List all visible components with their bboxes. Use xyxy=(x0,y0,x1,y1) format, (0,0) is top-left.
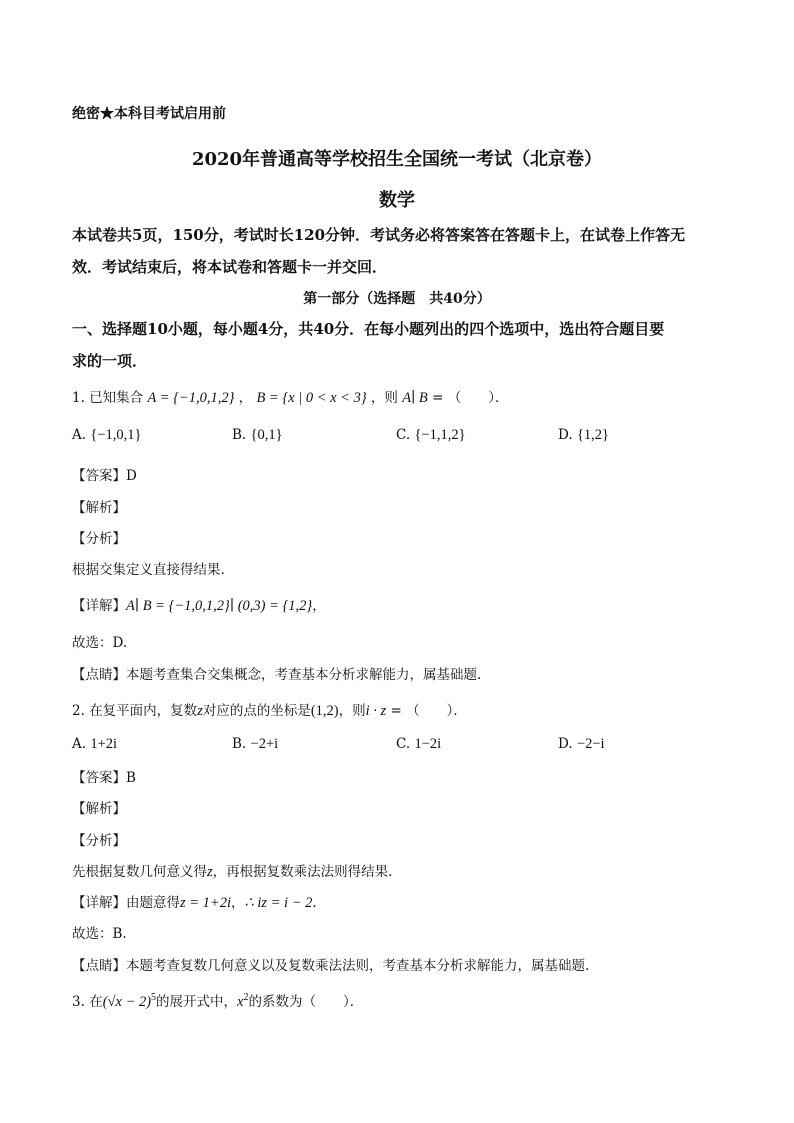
stem-text: 已知集合 xyxy=(89,390,144,406)
intro-line-2: 效．考试结束后，将本试卷和答题卡一并交回． xyxy=(72,258,388,276)
q1-analysis-label: 【解析】 xyxy=(72,500,126,516)
stem-text: 对应的点的坐标是 xyxy=(202,703,311,719)
detail-text: ， xyxy=(231,895,245,911)
math-exponent: 5 xyxy=(151,992,157,1003)
option-label: D. xyxy=(558,427,573,443)
question-number: 2. xyxy=(72,703,85,719)
q2-choose: 故选：B. xyxy=(72,926,127,942)
q2-fenxi-text xyxy=(72,860,392,881)
stem-text: 的展开式中， xyxy=(156,994,238,1010)
q1-detail xyxy=(72,594,326,615)
q2-option-b xyxy=(232,736,278,753)
math-expr: (1,2) xyxy=(310,703,339,719)
math-expr: z = 1+2i xyxy=(180,895,231,911)
subject-title: 数学 xyxy=(379,190,415,211)
q1-choose: 故选：D. xyxy=(72,635,128,651)
detail-punct: . xyxy=(312,895,317,911)
math-expr: ∴ iz = i − 2 xyxy=(244,895,313,911)
question-3-stem xyxy=(72,990,363,1011)
stem-text: 在 xyxy=(89,994,103,1010)
q1-option-d xyxy=(558,427,609,444)
option-label: B. xyxy=(232,736,247,752)
q2-comment xyxy=(72,954,589,974)
q1-fenxi-text: 根据交集定义直接得结果. xyxy=(72,562,225,578)
fenxi-text: ，再根据复数乘法法则得结果. xyxy=(212,864,393,880)
q2-answer: 【答案】B xyxy=(72,770,136,786)
question-number: 1. xyxy=(72,390,85,406)
exam-title: 2020年普通高等学校招生全国统一考试（北京卷） xyxy=(191,149,603,170)
q1-option-a xyxy=(72,427,141,444)
stem-text: ，则 xyxy=(370,390,398,406)
option-label: C. xyxy=(396,736,411,752)
stem-text: = （ ）． xyxy=(390,703,467,719)
comment-label: 【点睛】 xyxy=(72,958,126,974)
confidential-note: 绝密★本科目考试启用前 xyxy=(72,106,226,122)
fenxi-text: 先根据复数几何意义得 xyxy=(72,864,207,880)
question-2-stem xyxy=(72,699,467,720)
detail-label: 【详解】 xyxy=(72,895,126,911)
question-number: 3. xyxy=(72,994,85,1010)
q1-answer: 【答案】D xyxy=(72,468,137,484)
math-expr: x xyxy=(237,994,244,1010)
q1-fenxi-label: 【分析】 xyxy=(72,531,126,547)
option-label: A. xyxy=(72,736,87,752)
math-expr: i · z xyxy=(365,703,387,719)
option-value: {1,2} xyxy=(576,427,609,443)
q2-fenxi-label: 【分析】 xyxy=(72,833,126,849)
part-heading: 第一部分（选择题 共40分） xyxy=(303,291,491,307)
option-value: −2+i xyxy=(250,736,279,752)
math-exponent: 2 xyxy=(243,992,249,1003)
math-expr: z xyxy=(207,864,213,880)
stem-text: 的系数为（ ）． xyxy=(248,994,364,1010)
question-1-stem xyxy=(72,386,508,407)
option-label: C. xyxy=(396,427,411,443)
q2-analysis-label: 【解析】 xyxy=(72,801,126,817)
comment-text: 本题考查集合交集概念，考查基本分析求解能力，属基础题. xyxy=(126,667,482,683)
q2-option-c xyxy=(396,736,441,753)
instruction-line-2: 求的一项． xyxy=(72,352,148,370)
math-expr: (√x − 2) xyxy=(102,994,152,1010)
q1-comment xyxy=(72,663,481,683)
q1-option-c xyxy=(396,427,466,444)
option-label: B. xyxy=(232,427,247,443)
q2-option-a xyxy=(72,736,117,753)
option-value: −2−i xyxy=(576,736,605,752)
detail-punct: ， xyxy=(312,598,326,614)
detail-label: 【详解】 xyxy=(72,598,126,614)
math-expr: A∣ B = {−1,0,1,2}∣ (0,3) = {1,2} xyxy=(126,598,313,614)
comment-text: 本题考查复数几何意义以及复数乘法法则，考查基本分析求解能力，属基础题. xyxy=(126,958,590,974)
q2-detail xyxy=(72,891,317,912)
option-value: 1−2i xyxy=(414,736,442,752)
intro-line-1: 本试卷共5页，150分，考试时长120分钟．考试务必将答案答在答题卡上，在试卷上作答无 xyxy=(72,226,686,244)
option-value: 1+2i xyxy=(90,736,118,752)
option-label: A. xyxy=(72,427,87,443)
stem-text: ， xyxy=(238,390,253,406)
stem-text: ，则 xyxy=(338,703,366,719)
instruction-line-1: 一、选择题10小题，每小题4分，共40分．在每小题列出的四个选项中，选出符合题目要 xyxy=(72,320,665,338)
math-expr: A = {−1,0,1,2} xyxy=(147,390,235,406)
q1-option-b xyxy=(232,427,283,444)
stem-text: 在复平面内，复数 xyxy=(89,703,198,719)
option-value: {−1,0,1} xyxy=(90,427,142,443)
math-expr: B = {x | 0 < x < 3} xyxy=(256,390,367,406)
math-expr: A∣ B xyxy=(402,390,428,406)
detail-text: 由题意得 xyxy=(126,895,180,911)
option-label: D. xyxy=(558,736,573,752)
math-expr: z xyxy=(197,703,203,719)
q2-option-d xyxy=(558,736,605,753)
option-value: {−1,1,2} xyxy=(414,427,466,443)
option-value: {0,1} xyxy=(250,427,283,443)
stem-text: = （ ）． xyxy=(432,390,509,406)
comment-label: 【点睛】 xyxy=(72,667,126,683)
